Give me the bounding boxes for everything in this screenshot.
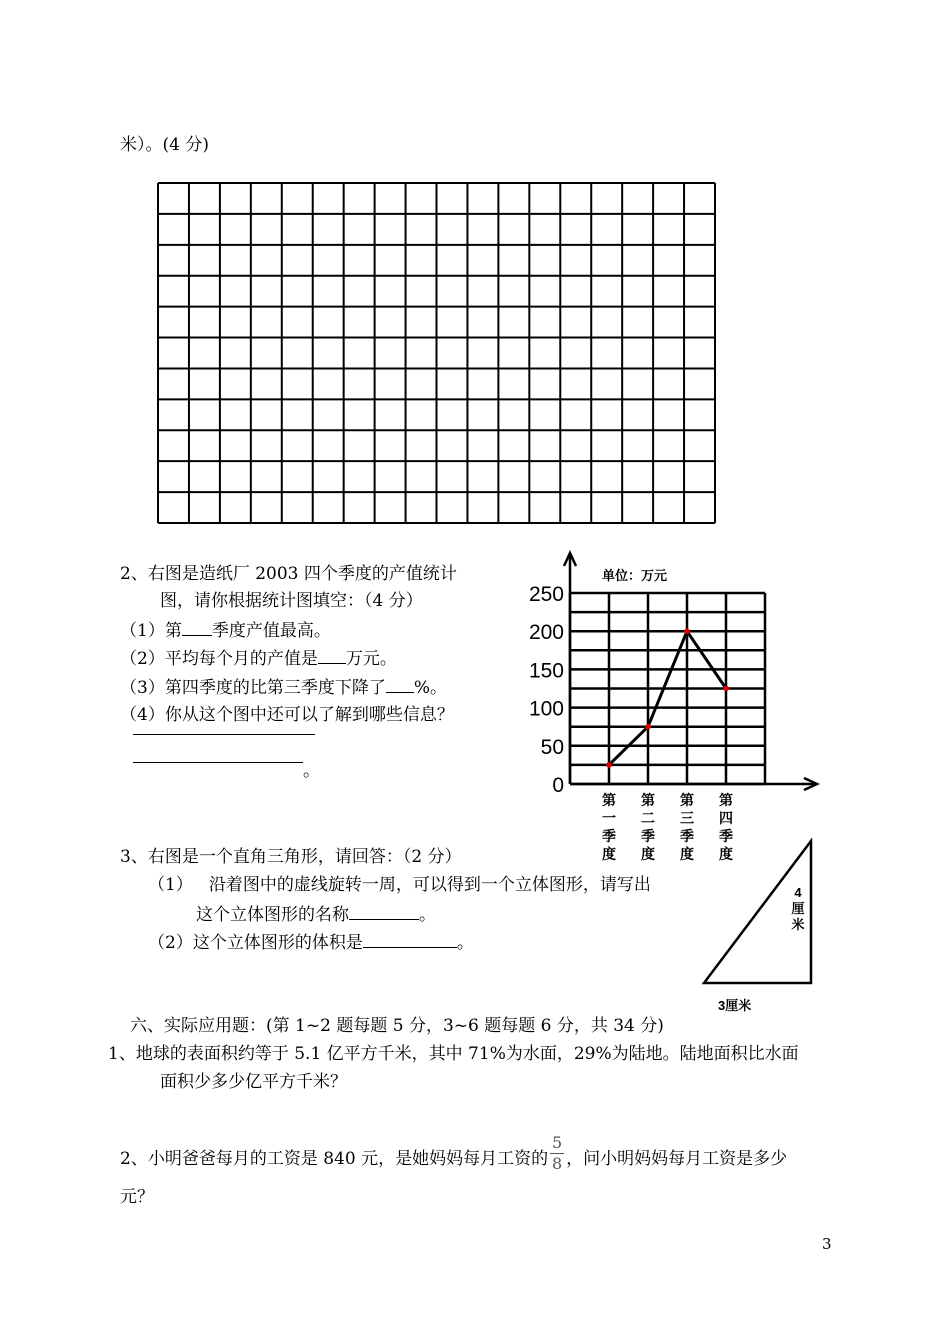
x-category-label: 季: [719, 829, 733, 845]
q2-intro-line2: 图，请你根据统计图填空：（4 分）: [160, 591, 423, 611]
q2-sub3-prefix: （3）第四季度的比第三季度下降了: [120, 678, 386, 698]
x-category-label: 四: [719, 811, 733, 827]
y-tick-label: 200: [528, 621, 564, 645]
q3-sub1-text: 沿着图中的虚线旋转一周，可以得到一个立体图形，请写出: [208, 875, 651, 895]
problem2-suffix: ，问小明妈妈每月工资是多少: [566, 1149, 788, 1169]
question-tail-text: 米）。(4 分): [120, 135, 209, 155]
q2-sub3-blank[interactable]: [386, 676, 414, 693]
section6-problem1-line2: 面积少多少亿平方千米？: [160, 1072, 347, 1092]
x-category-label: 季: [680, 829, 694, 845]
q3-sub2: [148, 931, 474, 954]
q3-sub1-line2-suffix: 。: [419, 905, 436, 925]
q3-sub1-line2: [196, 903, 436, 926]
q2-sub1-blank[interactable]: [182, 619, 212, 636]
x-category-label: 第: [602, 793, 616, 809]
height-char: 厘: [791, 901, 805, 916]
q2-sub3: [120, 676, 447, 699]
data-point: [684, 628, 690, 634]
q2-sub2-prefix: （2）平均每个月的产值是: [120, 649, 318, 669]
x-category-label: 度: [719, 847, 733, 863]
section6-problem2-line1: [120, 1133, 788, 1179]
q3-sub1-number: （1）: [148, 875, 193, 895]
triangle-height-label: [790, 885, 806, 933]
triangle-base-label: 3厘米: [718, 998, 752, 1013]
q2-sub4: （4）你从这个图中还可以了解到哪些信息？: [120, 705, 454, 725]
q2-sub2-suffix: 万元。: [345, 649, 397, 669]
height-char: 米: [791, 917, 805, 932]
x-category-label: 三: [680, 811, 694, 827]
fraction-five-eighths: [550, 1134, 564, 1173]
x-category-label: 季: [641, 829, 655, 845]
production-chart: [520, 548, 825, 868]
x-category-label: 度: [641, 847, 655, 863]
q3-volume-blank[interactable]: [363, 931, 457, 948]
x-category-label: 二: [641, 811, 655, 827]
fraction-numerator: 5: [551, 1133, 563, 1152]
x-category-label: 季: [602, 829, 616, 845]
section6-problem1-line1: 1、地球的表面积约等于 5.1 亿平方千米，其中 71%为水面，29%为陆地。陆地面积比水面: [108, 1044, 799, 1064]
x-category-label: 第: [641, 793, 655, 809]
q2-sub1: [120, 619, 331, 642]
y-tick-label: 50: [540, 735, 564, 759]
fraction-denominator: 8: [551, 1154, 563, 1173]
q2-sub1-suffix: 季度产值最高。: [211, 621, 331, 641]
q3-sub2-prefix: （2）这个立体图形的体积是: [148, 933, 363, 953]
y-tick-label: 250: [528, 583, 564, 606]
x-category-label: 度: [602, 847, 616, 863]
q3-shape-name-blank[interactable]: [349, 903, 419, 920]
x-category-label: 第: [719, 793, 733, 809]
q2-answer-end: 。: [303, 761, 320, 781]
q2-sub2: [120, 647, 397, 670]
chart-unit-label: 单位：万元: [602, 568, 668, 583]
q2-intro-line1: 2、右图是造纸厂 2003 四个季度的产值统计: [120, 564, 457, 584]
x-category-label: 第: [680, 793, 694, 809]
q3-intro: 3、右图是一个直角三角形，请回答：（2 分）: [120, 847, 462, 867]
grid-svg: [157, 182, 717, 525]
height-char: 4: [794, 885, 802, 900]
y-tick-label: 150: [528, 659, 564, 683]
section6-problem2-line2: 元？: [120, 1187, 154, 1207]
q3-sub1-line2-prefix: 这个立体图形的名称: [196, 905, 349, 925]
q2-answer-line1[interactable]: [133, 734, 315, 735]
q2-sub3-suffix: %。: [413, 678, 447, 698]
drawing-grid: [157, 182, 717, 525]
y-tick-label: 0: [552, 774, 564, 797]
q2-sub2-blank[interactable]: [318, 647, 346, 664]
x-category-label: 度: [680, 847, 694, 863]
chart-svg: [520, 548, 825, 868]
q3-sub2-suffix: 。: [456, 933, 474, 953]
q2-sub1-prefix: （1）第: [120, 621, 182, 641]
problem2-prefix: 2、小明爸爸每月的工资是 840 元，是她妈妈每月工资的: [120, 1149, 549, 1169]
section6-heading: 六、实际应用题：(第 1~2 题每题 5 分，3~6 题每题 6 分，共 34 分): [130, 1016, 664, 1036]
data-point: [645, 724, 651, 730]
data-point: [606, 762, 612, 768]
x-category-label: 一: [602, 811, 616, 827]
data-point: [723, 686, 729, 692]
page-number: 3: [822, 1235, 832, 1253]
q2-answer-line2[interactable]: [133, 762, 303, 763]
q3-sub1: [148, 874, 651, 896]
y-tick-label: 100: [528, 697, 564, 721]
